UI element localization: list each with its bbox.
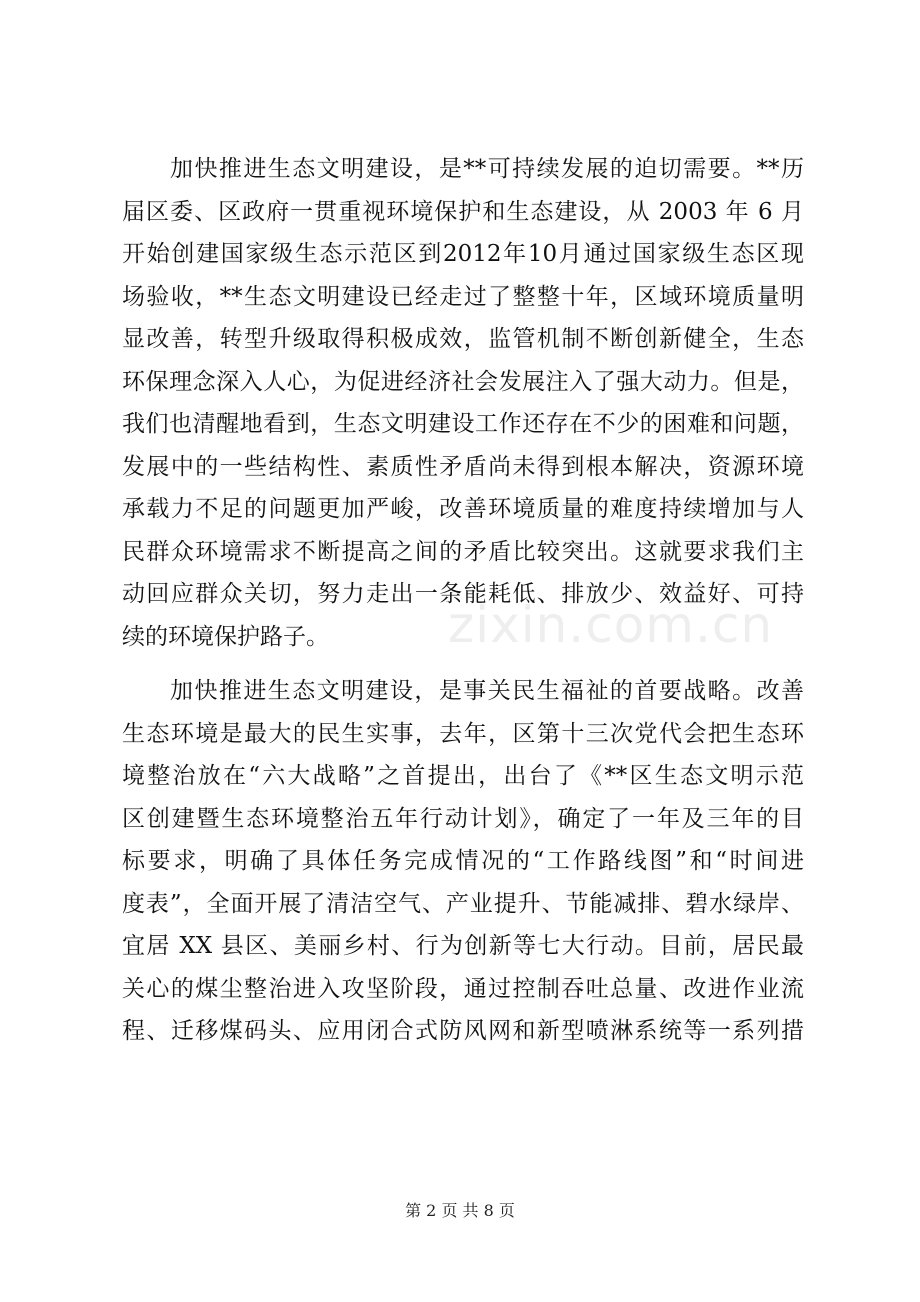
watermark-text: zixin.com.cn <box>448 596 774 654</box>
text-line: 续的环境保护路子。 <box>122 623 329 650</box>
text-line: 届区委、区政府一贯重视环境保护和生态建设，从 2003 年 6 月 <box>122 198 804 225</box>
paragraph-2 <box>122 670 804 1053</box>
text-line: 动回应群众关切，努力走出一条能耗低、排放少、效益好、可持 <box>122 581 804 607</box>
text-line: 环保理念深入人心，为促进经济社会发展注入了强大动力。但是， <box>122 368 804 395</box>
text-line: 标要求，明确了具体任务完成情况的“工作路线图”和“时间进 <box>122 848 804 874</box>
text-line: 民群众环境需求不断提高之间的矛盾比较突出。这就要求我们主 <box>122 538 804 565</box>
text-line: 开始创建国家级生态示范区到2012年10月通过国家级生态区现 <box>122 241 804 267</box>
text-line: 加快推进生态文明建设，是事关民生福祉的首要战略。改善 <box>170 678 804 704</box>
text-line: 度表”，全面开展了清洁空气、产业提升、节能减排、碧水绿岸、 <box>122 890 804 917</box>
text-line: 我们也清醒地看到，生态文明建设工作还存在不少的困难和问题， <box>122 411 804 437</box>
text-line: 场验收，**生态文明建设已经走过了整整十年，区域环境质量明 <box>122 283 804 310</box>
text-line: 关心的煤尘整治进入攻坚阶段，通过控制吞吐总量、改进作业流 <box>122 975 804 1002</box>
text-line: 加快推进生态文明建设，是**可持续发展的迫切需要。**历 <box>170 156 804 182</box>
text-line: 承载力不足的问题更加严峻，改善环境质量的难度持续增加与人 <box>122 496 804 522</box>
page-footer: 第 2 页 共 8 页 <box>405 1201 515 1220</box>
text-line: 宜居 XX 县区、美丽乡村、行为创新等七大行动。目前，居民最 <box>122 933 804 959</box>
text-line: 区创建暨生态环境整治五年行动计划》，确定了一年及三年的目 <box>122 805 804 832</box>
text-line: 生态环境是最大的民生实事，去年，区第十三次党代会把生态环 <box>122 720 804 747</box>
text-line: 发展中的一些结构性、素质性矛盾尚未得到根本解决，资源环境 <box>122 453 804 480</box>
paragraph-1 <box>122 148 804 658</box>
text-line: 程、迁移煤码头、应用闭合式防风网和新型喷淋系统等一系列措 <box>122 1018 804 1044</box>
text-line: 显改善，转型升级取得积极成效，监管机制不断创新健全，生态 <box>122 326 804 352</box>
text-line: 境整治放在“六大战略”之首提出，出台了《**区生态文明示范 <box>122 763 804 789</box>
